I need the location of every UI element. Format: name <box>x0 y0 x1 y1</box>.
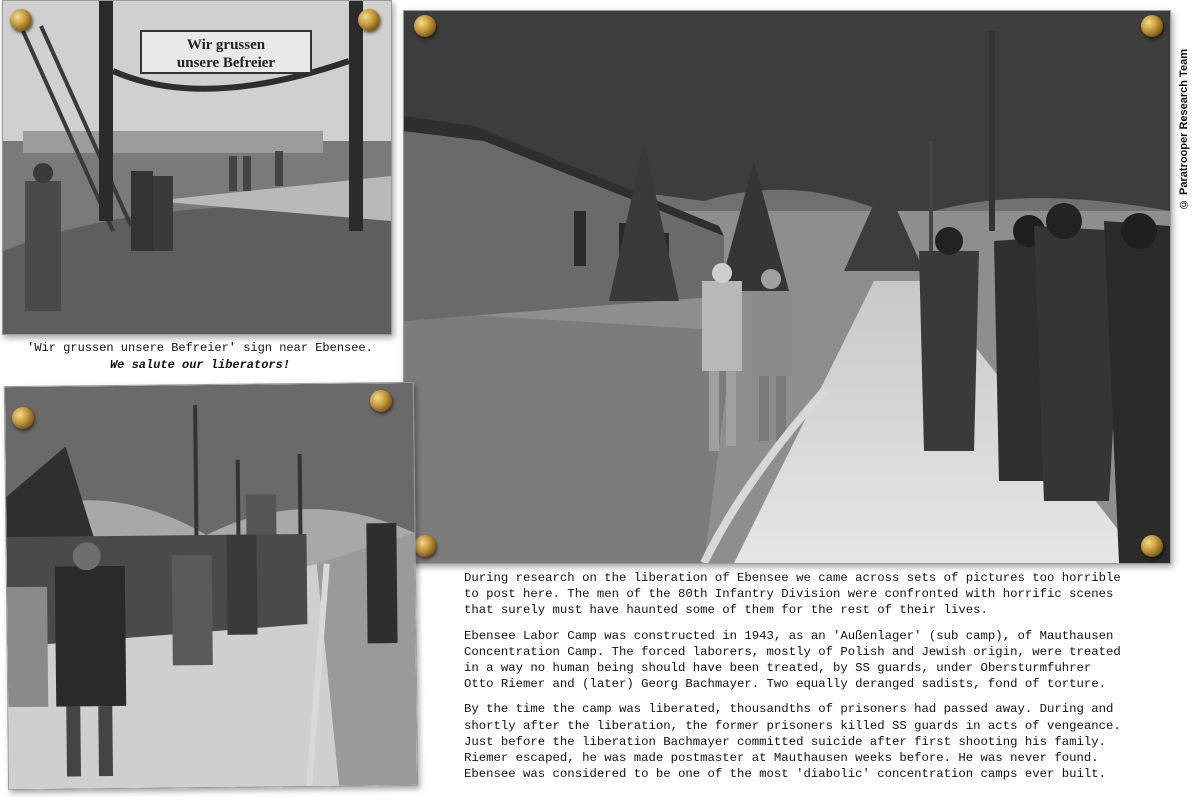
pin-icon <box>1141 535 1163 557</box>
photo-sign-image <box>3 1 391 334</box>
caption-line1: 'Wir grussen unsere Befreier' sign near Ebensee. <box>27 341 373 355</box>
sign-caption <box>0 340 400 374</box>
photo-soldiers-prisoners-road <box>403 10 1171 564</box>
article-paragraph-3: By the time the camp was liberated, thousandths of prisoners had passed away. During and shortly after the liberation, the former prisoners killed SS guards in acts of vengeance. Just before the liberation Bachmayer committed suicide after first shooting his family. Riemer escaped, he was made postmaster at Mauthausen weeks before. He was never found. Ebensee was considered to be one of the most 'diabolic' concentration camps ever built. <box>464 702 1121 782</box>
banner-text-line2: unsere Befreier <box>176 55 276 71</box>
pin-icon <box>10 9 32 31</box>
copyright-notice: © Paratrooper Research Team <box>1178 49 1190 210</box>
article-text <box>464 570 1154 791</box>
photo-prisoners-road <box>4 382 418 790</box>
article-paragraph-2: Ebensee Labor Camp was constructed in 1943, as an 'Außenlager' (sub camp), of Mauthausen Concentration Camp. The forced laborers, mostly of Polish and Jewish origin, were treated in a way no human being should have been treated, by SS guards, under Obersturmfuhrer Otto Riemer and (later) Georg Bachmayer. Two equally deranged sadists, fond of torture. <box>464 628 1121 692</box>
pin-icon <box>358 9 380 31</box>
pin-icon <box>414 535 436 557</box>
pin-icon <box>12 407 34 429</box>
caption-line2: We salute our liberators! <box>109 358 291 372</box>
banner-text-line1: Wir grussen <box>186 37 266 53</box>
article-paragraph-1: During research on the liberation of Ebensee we came across sets of pictures too horrible to post here. The men of the 80th Infantry Division were confronted with horrific scenes that surely must have haunted some of them for the rest of their lives. <box>464 571 1121 618</box>
pin-icon <box>414 15 436 37</box>
photo-road-image <box>5 383 417 789</box>
pin-icon <box>1141 15 1163 37</box>
photo-welcome-sign <box>2 0 392 335</box>
pin-icon <box>370 390 392 412</box>
photo-main-image <box>404 11 1170 563</box>
